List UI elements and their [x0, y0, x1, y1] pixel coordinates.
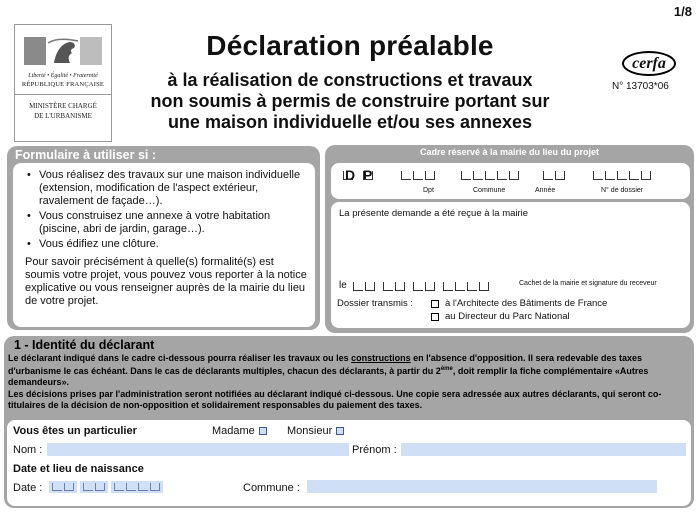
prenom-label: Prénom :	[352, 444, 397, 456]
date-cell[interactable]	[52, 483, 62, 491]
subtitle-line-1: à la réalisation de constructions et travaux	[167, 70, 533, 90]
naissance-label: Date et lieu de naissance	[13, 463, 144, 475]
form-usage-list	[25, 169, 307, 251]
dossier-cell[interactable]	[605, 171, 615, 180]
date-cell[interactable]	[150, 483, 160, 491]
marianne-logo-icon	[24, 33, 102, 69]
commune-cell[interactable]	[497, 171, 507, 180]
madame-checkbox[interactable]	[259, 427, 267, 435]
date-cell[interactable]	[126, 483, 136, 491]
reception-date-label: le	[339, 280, 347, 291]
abf-option[interactable]	[431, 298, 607, 309]
birth-year[interactable]	[111, 481, 163, 493]
logo-ministry	[15, 101, 111, 121]
commune-cell[interactable]	[473, 171, 483, 180]
commune-cell[interactable]	[509, 171, 519, 180]
date-cell[interactable]	[365, 282, 375, 291]
annee-cell[interactable]	[555, 171, 565, 180]
dpt-cell[interactable]	[413, 171, 423, 180]
date-cell[interactable]	[138, 483, 148, 491]
monsieur-label: Monsieur	[287, 425, 333, 437]
dpt-label: Dpt	[423, 187, 434, 194]
date-cell[interactable]	[479, 282, 489, 291]
section-text-sup: ème	[440, 366, 453, 373]
date-cell[interactable]	[383, 282, 393, 291]
dossier-cell[interactable]	[617, 171, 627, 180]
dossier-transmis-label: Dossier transmis :	[337, 298, 414, 309]
cachet-label: Cachet de la mairie et signature du receveur	[519, 280, 657, 287]
birth-date-input[interactable]	[49, 481, 163, 493]
identity-section	[4, 336, 694, 508]
commune-cell[interactable]	[461, 171, 471, 180]
commune-input[interactable]	[307, 480, 657, 493]
form-usage-panel	[7, 146, 320, 330]
date-cell[interactable]	[413, 282, 423, 291]
date-cell[interactable]	[64, 483, 74, 491]
dp-letter-d: D	[345, 167, 356, 183]
annee-label: Année	[535, 187, 556, 194]
dpt-cell[interactable]	[425, 171, 435, 180]
section-text-para2: Les décisions prises par l'administration seront notifiées au déclarant indiqué ci-dessous. Une copie sera adressée aux autres déclarants, qui seront co-titulaires de la décision de non-opposition et solidairement responsables du paiement des taxes.	[8, 388, 662, 410]
declarant-form	[7, 420, 691, 506]
dp-cells	[343, 171, 373, 181]
section-title: 1 - Identité du déclarant	[14, 338, 155, 352]
page-subtitle	[118, 70, 582, 133]
subtitle-line-2: non soumis à permis de construire portant sur	[150, 91, 550, 111]
date-cell[interactable]	[95, 483, 105, 491]
ministry-line-1: MINISTÈRE CHARGÉ	[29, 102, 97, 110]
monsieur-checkbox[interactable]	[336, 427, 344, 435]
page-number: 1/8	[673, 4, 692, 19]
form-usage-bullet: • Vous construisez une annexe à votre habitation (piscine, abri de jardin, garage…).	[25, 210, 307, 236]
section-text-underlined: constructions	[351, 353, 411, 363]
date-cell[interactable]	[353, 282, 363, 291]
section-text-3: , doit remplir la fiche complémentaire «Autres demandeurs».	[8, 366, 649, 388]
section-text-2: en l'absence d'opposition. Il sera redevable des taxes d'urbanisme le cas échéant. Dans le cas de déclarants multiples, chacun des déclarants, à partir du 2	[8, 353, 643, 377]
date-cell[interactable]	[395, 282, 405, 291]
dossier-cell[interactable]	[641, 171, 651, 180]
dossier-cell[interactable]	[593, 171, 603, 180]
date-cell[interactable]	[83, 483, 93, 491]
subtitle-line-3: une maison individuelle et/ou ses annexes	[167, 112, 533, 132]
dp-letter-p: P	[363, 167, 373, 183]
section-text-1: Le déclarant indiqué dans le cadre ci-dessous pourra réaliser les travaux ou les	[8, 353, 352, 363]
commune-cells[interactable]	[461, 171, 519, 181]
form-usage-info: Pour savoir précisément à quelle(s) formalité(s) est soumis votre projet, vous pouvez vous reporter à la notice explicative ou vous renseigner auprès de la mairie du lieu de votre projet.	[25, 256, 307, 307]
birth-month[interactable]	[80, 481, 108, 493]
reception-date-cells[interactable]	[353, 282, 489, 292]
republic-logo	[14, 24, 112, 142]
dp-cell	[363, 171, 373, 180]
date-cell[interactable]	[467, 282, 477, 291]
logo-motto: Liberté • Égalité • Fraternité	[28, 73, 98, 79]
form-usage-content	[13, 163, 315, 327]
dp-cell	[343, 171, 353, 180]
dossier-cell[interactable]	[629, 171, 639, 180]
dossier-cells[interactable]	[593, 171, 651, 181]
date-cell[interactable]	[455, 282, 465, 291]
form-usage-bullet: • Vous édifiez une clôture.	[25, 238, 307, 251]
cerfa-logo: cerfa	[622, 51, 676, 76]
dossier-label: N° de dossier	[601, 187, 644, 194]
ministry-line-2: DE L'URBANISME	[34, 112, 92, 120]
mairie-panel	[325, 145, 694, 333]
monsieur-option[interactable]	[287, 425, 344, 437]
madame-label: Madame	[212, 425, 255, 437]
madame-option[interactable]	[212, 425, 267, 437]
page-title: Déclaration préalable	[206, 30, 494, 61]
reception-text: La présente demande a été reçue à la mairie	[339, 208, 529, 219]
abf-label: à l'Architecte des Bâtiments de France	[445, 298, 608, 309]
dpt-cell[interactable]	[401, 171, 411, 180]
date-cell[interactable]	[114, 483, 124, 491]
dossier-number-box	[331, 163, 690, 199]
annee-cells[interactable]	[543, 171, 565, 181]
nom-input[interactable]	[47, 443, 349, 456]
dpt-cells[interactable]	[401, 171, 435, 181]
commune-label: Commune	[473, 187, 506, 194]
commune-field-label: Commune :	[243, 482, 300, 494]
annee-cell[interactable]	[543, 171, 553, 180]
abf-checkbox[interactable]	[431, 300, 439, 308]
cerfa-number: N° 13703*06	[612, 81, 669, 92]
commune-cell[interactable]	[485, 171, 495, 180]
parc-option[interactable]	[431, 311, 570, 322]
parc-label: au Directeur du Parc National	[445, 311, 570, 322]
date-cell[interactable]	[443, 282, 453, 291]
birth-day[interactable]	[49, 481, 77, 493]
date-cell[interactable]	[425, 282, 435, 291]
mairie-header: Cadre réservé à la mairie du lieu du projet	[419, 147, 600, 157]
particulier-label: Vous êtes un particulier	[13, 425, 137, 437]
section-description	[8, 353, 688, 411]
parc-checkbox[interactable]	[431, 313, 439, 321]
form-usage-title: Formulaire à utiliser si :	[15, 148, 157, 162]
form-usage-bullet: • Vous réalisez des travaux sur une maison individuelle (extension, modification de l'aspect extérieur, ravalement de façade…).	[25, 169, 307, 208]
nom-label: Nom :	[13, 444, 43, 456]
date-label: Date :	[13, 482, 43, 494]
prenom-input[interactable]	[401, 443, 686, 456]
reception-box	[331, 202, 690, 328]
logo-republic: RÉPUBLIQUE FRANÇAISE	[15, 81, 111, 95]
